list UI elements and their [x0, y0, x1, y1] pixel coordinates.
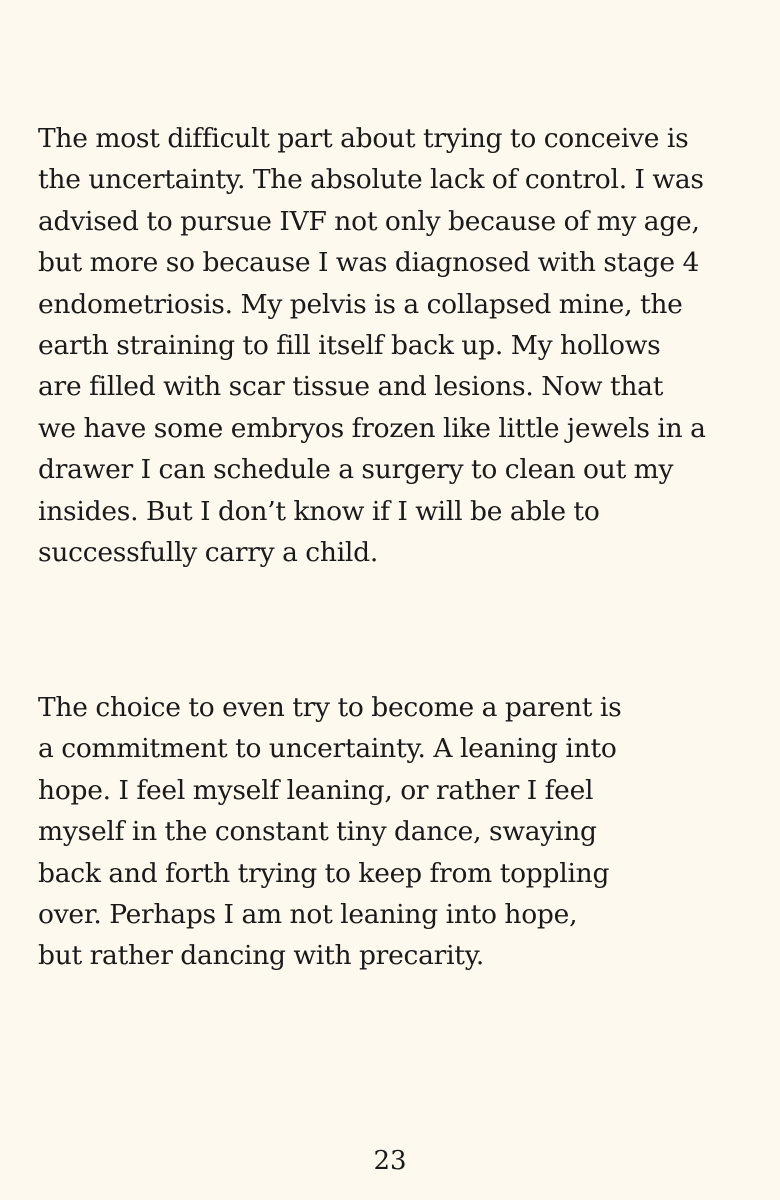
- text-line: earth straining to fill itself back up. My hollows: [38, 330, 661, 362]
- text-line: are filled with scar tissue and lesions. Now that: [38, 371, 664, 403]
- text-line: but rather dancing with precarity.: [38, 940, 485, 972]
- text-line: a commitment to uncertainty. A leaning into: [38, 733, 617, 765]
- text-line: hope. I feel myself leaning, or rather I feel: [38, 774, 594, 806]
- text-line: successfully carry a child.: [38, 537, 379, 569]
- page-number: 23: [373, 1146, 407, 1176]
- text-line: over. Perhaps I am not leaning into hope,: [38, 899, 578, 931]
- paragraph-2: [38, 687, 621, 977]
- text-line: the uncertainty. The absolute lack of control. I was: [38, 164, 704, 196]
- text-line: The most difficult part about trying to conceive is: [38, 123, 689, 154]
- text-line: myself in the constant tiny dance, swaying: [38, 816, 597, 848]
- text-line: back and forth trying to keep from toppling: [38, 857, 610, 889]
- text-line: drawer I can schedule a surgery to clean out my: [38, 454, 674, 486]
- text-line: insides. But I don’t know if I will be able to: [38, 495, 600, 527]
- text-line: we have some embryos frozen like little jewels in a: [38, 412, 706, 444]
- paragraph-1: [38, 118, 706, 573]
- text-line: advised to pursue IVF not only because of my age,: [38, 205, 700, 237]
- text-line: but more so because I was diagnosed with stage 4: [38, 247, 700, 279]
- text-line: endometriosis. My pelvis is a collapsed mine, the: [38, 288, 683, 320]
- text-line: The choice to even try to become a parent is: [38, 692, 622, 723]
